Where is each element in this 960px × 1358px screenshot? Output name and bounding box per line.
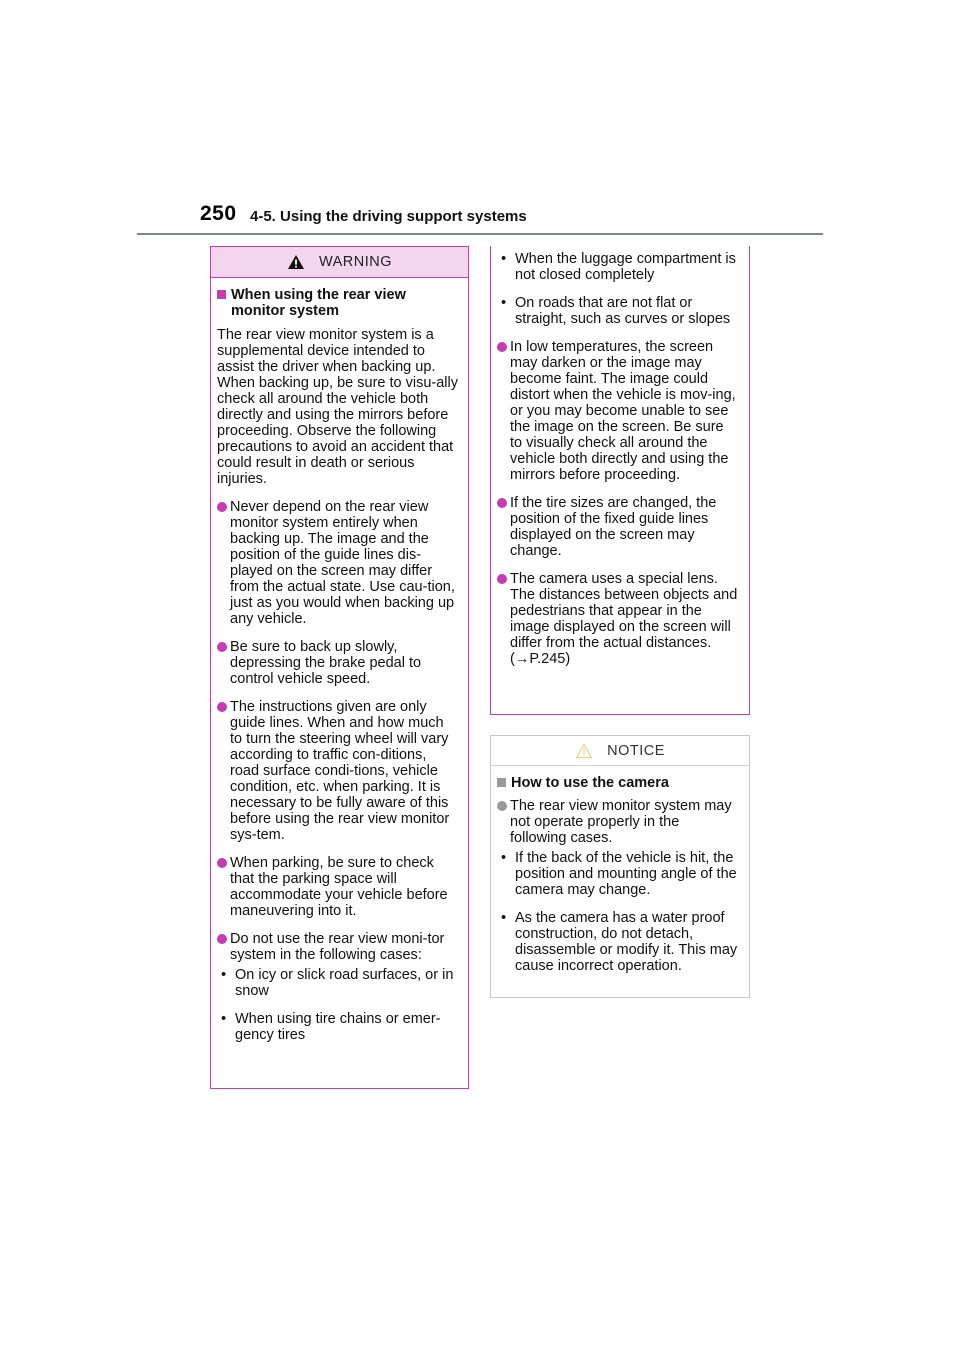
square-bullet-icon: [217, 290, 226, 299]
list-item: [497, 798, 739, 846]
warning-box-continued: [490, 246, 750, 715]
list-item: [217, 855, 458, 919]
list-item-text: The instructions given are only guide lines. When and how much to turn the steering wheel will vary according to traffic con-ditions, road surface condi-tions, vehicle condition, etc. when parking. It is necessary to be fully aware of this before using the rear view monitor sys-tem.: [230, 699, 450, 843]
small-bullet-icon: •: [501, 850, 507, 866]
sub-list-item: [497, 295, 739, 327]
warning-box: [210, 246, 469, 1089]
dot-bullet-icon: [497, 801, 507, 811]
dot-bullet-icon: [217, 702, 227, 712]
sub-list-item-text: When the luggage compartment is not closed completely: [515, 251, 736, 283]
square-bullet-icon: [497, 778, 506, 787]
sub-list-item: [217, 967, 458, 999]
dot-bullet-icon: [497, 342, 507, 352]
small-bullet-icon: •: [501, 295, 507, 311]
list-item-text: Be sure to back up slowly, depressing the brake pedal to control vehicle speed.: [230, 639, 422, 687]
warning-heading-text: When using the rear view monitor system: [231, 287, 406, 319]
warning-triangle-icon: [287, 254, 305, 270]
sub-list-item-text: When using tire chains or emer-gency tires: [235, 1011, 441, 1043]
header-divider: [137, 233, 823, 235]
warning-header: [211, 247, 468, 278]
list-item: [497, 571, 739, 667]
dot-bullet-icon: [217, 934, 227, 944]
small-bullet-icon: •: [501, 251, 507, 267]
warning-heading: [217, 287, 458, 319]
list-item-text: If the tire sizes are changed, the position of the fixed guide lines displayed on the screen may change.: [510, 495, 717, 559]
notice-heading: [497, 775, 739, 791]
warning-intro: The rear view monitor system is a supplemental device intended to assist the driver when backing up. When backing up, be sure to visu-ally check all around the vehicle both directly and using the mirrors before proceeding. Observe the following precautions to avoid an accident that could result in death or serious injuries.: [217, 327, 458, 487]
small-bullet-icon: •: [501, 910, 507, 926]
list-item-text: In low temperatures, the screen may darken or the image may become faint. The image could distort when the vehicle is mov-ing, or you may become unable to see the image on the screen. Be sure to visually check all around the vehicle both directly and using the mirrors before proceeding.: [510, 339, 736, 483]
small-bullet-icon: •: [221, 1011, 227, 1027]
dot-bullet-icon: [217, 642, 227, 652]
dot-bullet-icon: [217, 858, 227, 868]
sub-list-item: [497, 910, 739, 974]
list-item-text: When parking, be sure to check that the parking space will accommodate your vehicle before maneuvering into it.: [230, 855, 448, 919]
notice-heading-text: How to use the camera: [511, 775, 669, 791]
sub-list-item: [217, 1011, 458, 1043]
sub-list-item: [497, 251, 739, 283]
caution-triangle-icon: [575, 743, 593, 759]
page-number: 250: [200, 202, 237, 225]
list-item: [217, 699, 458, 843]
sub-list-item-text: If the back of the vehicle is hit, the position and mounting angle of the camera may change.: [515, 850, 737, 898]
list-item: [217, 931, 458, 963]
list-item: [497, 339, 739, 483]
dot-bullet-icon: [217, 502, 227, 512]
sub-list-item-text: On roads that are not flat or straight, such as curves or slopes: [515, 295, 731, 327]
list-item: [217, 499, 458, 627]
notice-box: [490, 735, 750, 998]
section-title: 4-5. Using the driving support systems: [250, 208, 527, 225]
notice-title: NOTICE: [607, 742, 665, 759]
list-item: [497, 495, 739, 559]
small-bullet-icon: •: [221, 967, 227, 983]
list-item-text: Never depend on the rear view monitor system entirely when backing up. The image and the position of the guide lines dis-played on the screen may differ from the actual state. Use cau-tion, just as you would when backing up any vehicle.: [230, 499, 455, 627]
sub-list-item-text: As the camera has a water proof construction, do not detach, disassemble or modify it. This may cause incorrect operation.: [515, 910, 738, 974]
sub-list-item: [497, 850, 739, 898]
dot-bullet-icon: [497, 574, 507, 584]
list-item: [217, 639, 458, 687]
sub-list-item-text: On icy or slick road surfaces, or in snow: [235, 967, 454, 999]
dot-bullet-icon: [497, 498, 507, 508]
notice-header: [491, 736, 749, 766]
list-item-text: The camera uses a special lens. The distances between objects and pedestrians that appear in the image displayed on the screen will differ from the actual distances. (→P.245): [510, 571, 738, 667]
list-item-text: Do not use the rear view moni-tor system in the following cases:: [230, 931, 445, 963]
list-item-text: The rear view monitor system may not operate properly in the following cases.: [510, 798, 732, 846]
warning-title: WARNING: [318, 254, 393, 270]
